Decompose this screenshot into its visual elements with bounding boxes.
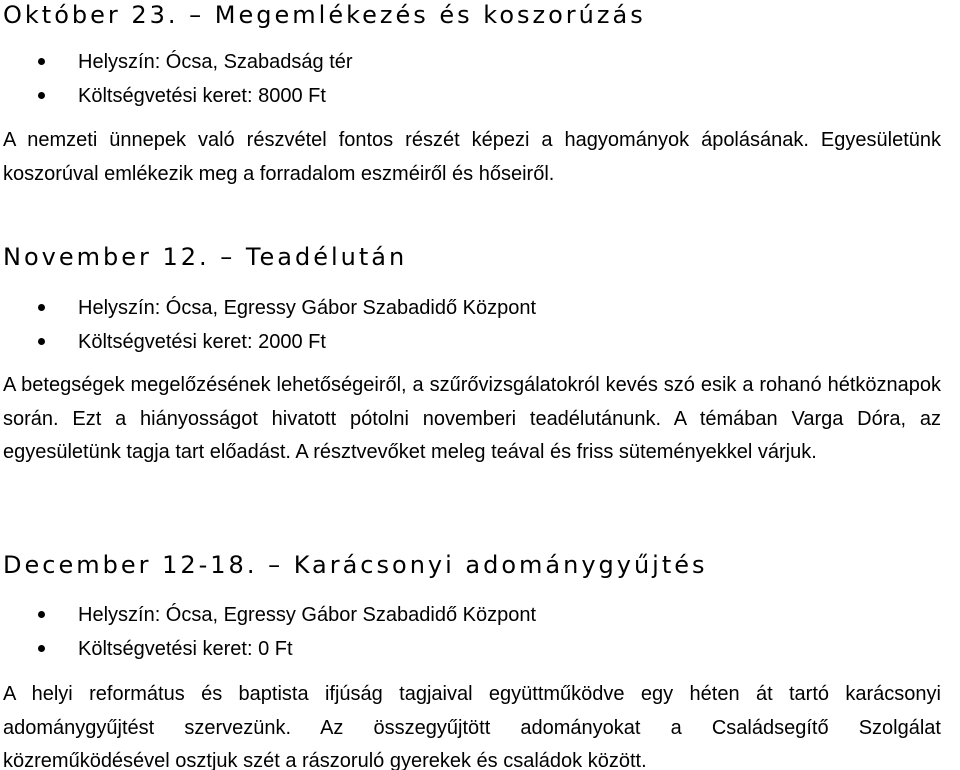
- bullet-icon: [38, 338, 45, 345]
- location-item: [0, 291, 536, 325]
- section-paragraph-dec-12-18: A helyi református és baptista ifjúság tagjaival együttműködve egy héten át tartó karácsonyi adománygyűjtést szervezünk. Az összegyűjtött adományokat a Családsegítő Szolgálat közreműködésével osztjuk szét a rászoruló gyerekek és családok között.: [3, 683, 941, 770]
- bullet-icon: [38, 645, 45, 652]
- location-text: Helyszín: Ócsa, Egressy Gábor Szabadidő Központ: [78, 604, 537, 626]
- location-item: [0, 598, 536, 632]
- location-item: [0, 45, 353, 79]
- budget-item: [0, 325, 536, 359]
- section-paragraph-oct-23: A nemzeti ünnepek való részvétel fontos részét képezi a hagyományok ápolásának. Egyesületünk koszorúval emlékezik meg a forradalom eszméiről és hőseiről.: [3, 129, 941, 185]
- section-details-dec-12-18: [0, 598, 536, 666]
- budget-text: Költségvetési keret: 0 Ft: [78, 638, 293, 660]
- section-heading-oct-23: Október 23. – Megemlékezés és koszorúzás: [3, 1, 646, 29]
- bullet-icon: [38, 304, 45, 311]
- bullet-icon: [38, 58, 45, 65]
- section-heading-dec-12-18: December 12-18. – Karácsonyi adománygyűjtés: [3, 551, 708, 579]
- budget-item: [0, 632, 536, 666]
- budget-text: Költségvetési keret: 8000 Ft: [78, 85, 326, 107]
- location-text: Helyszín: Ócsa, Egressy Gábor Szabadidő Központ: [78, 297, 537, 319]
- bullet-icon: [38, 611, 45, 618]
- section-details-oct-23: [0, 45, 353, 113]
- bullet-icon: [38, 92, 45, 99]
- budget-text: Költségvetési keret: 2000 Ft: [78, 331, 326, 353]
- section-paragraph-nov-12: A betegségek megelőzésének lehetőségeiről, a szűrővizsgálatokról kevés szó esik a rohanó hétköznapok során. Ezt a hiányosságot hivatott pótolni novemberi teadélutánunk. A témában Varga Dóra, az egyesületünk tagja tart előadást. A résztvevőket meleg teával és friss süteményekkel várjuk.: [3, 374, 941, 463]
- location-text: Helyszín: Ócsa, Szabadság tér: [78, 51, 353, 73]
- budget-item: [0, 79, 353, 113]
- section-details-nov-12: [0, 291, 536, 359]
- section-heading-nov-12: November 12. – Teadélután: [3, 243, 408, 271]
